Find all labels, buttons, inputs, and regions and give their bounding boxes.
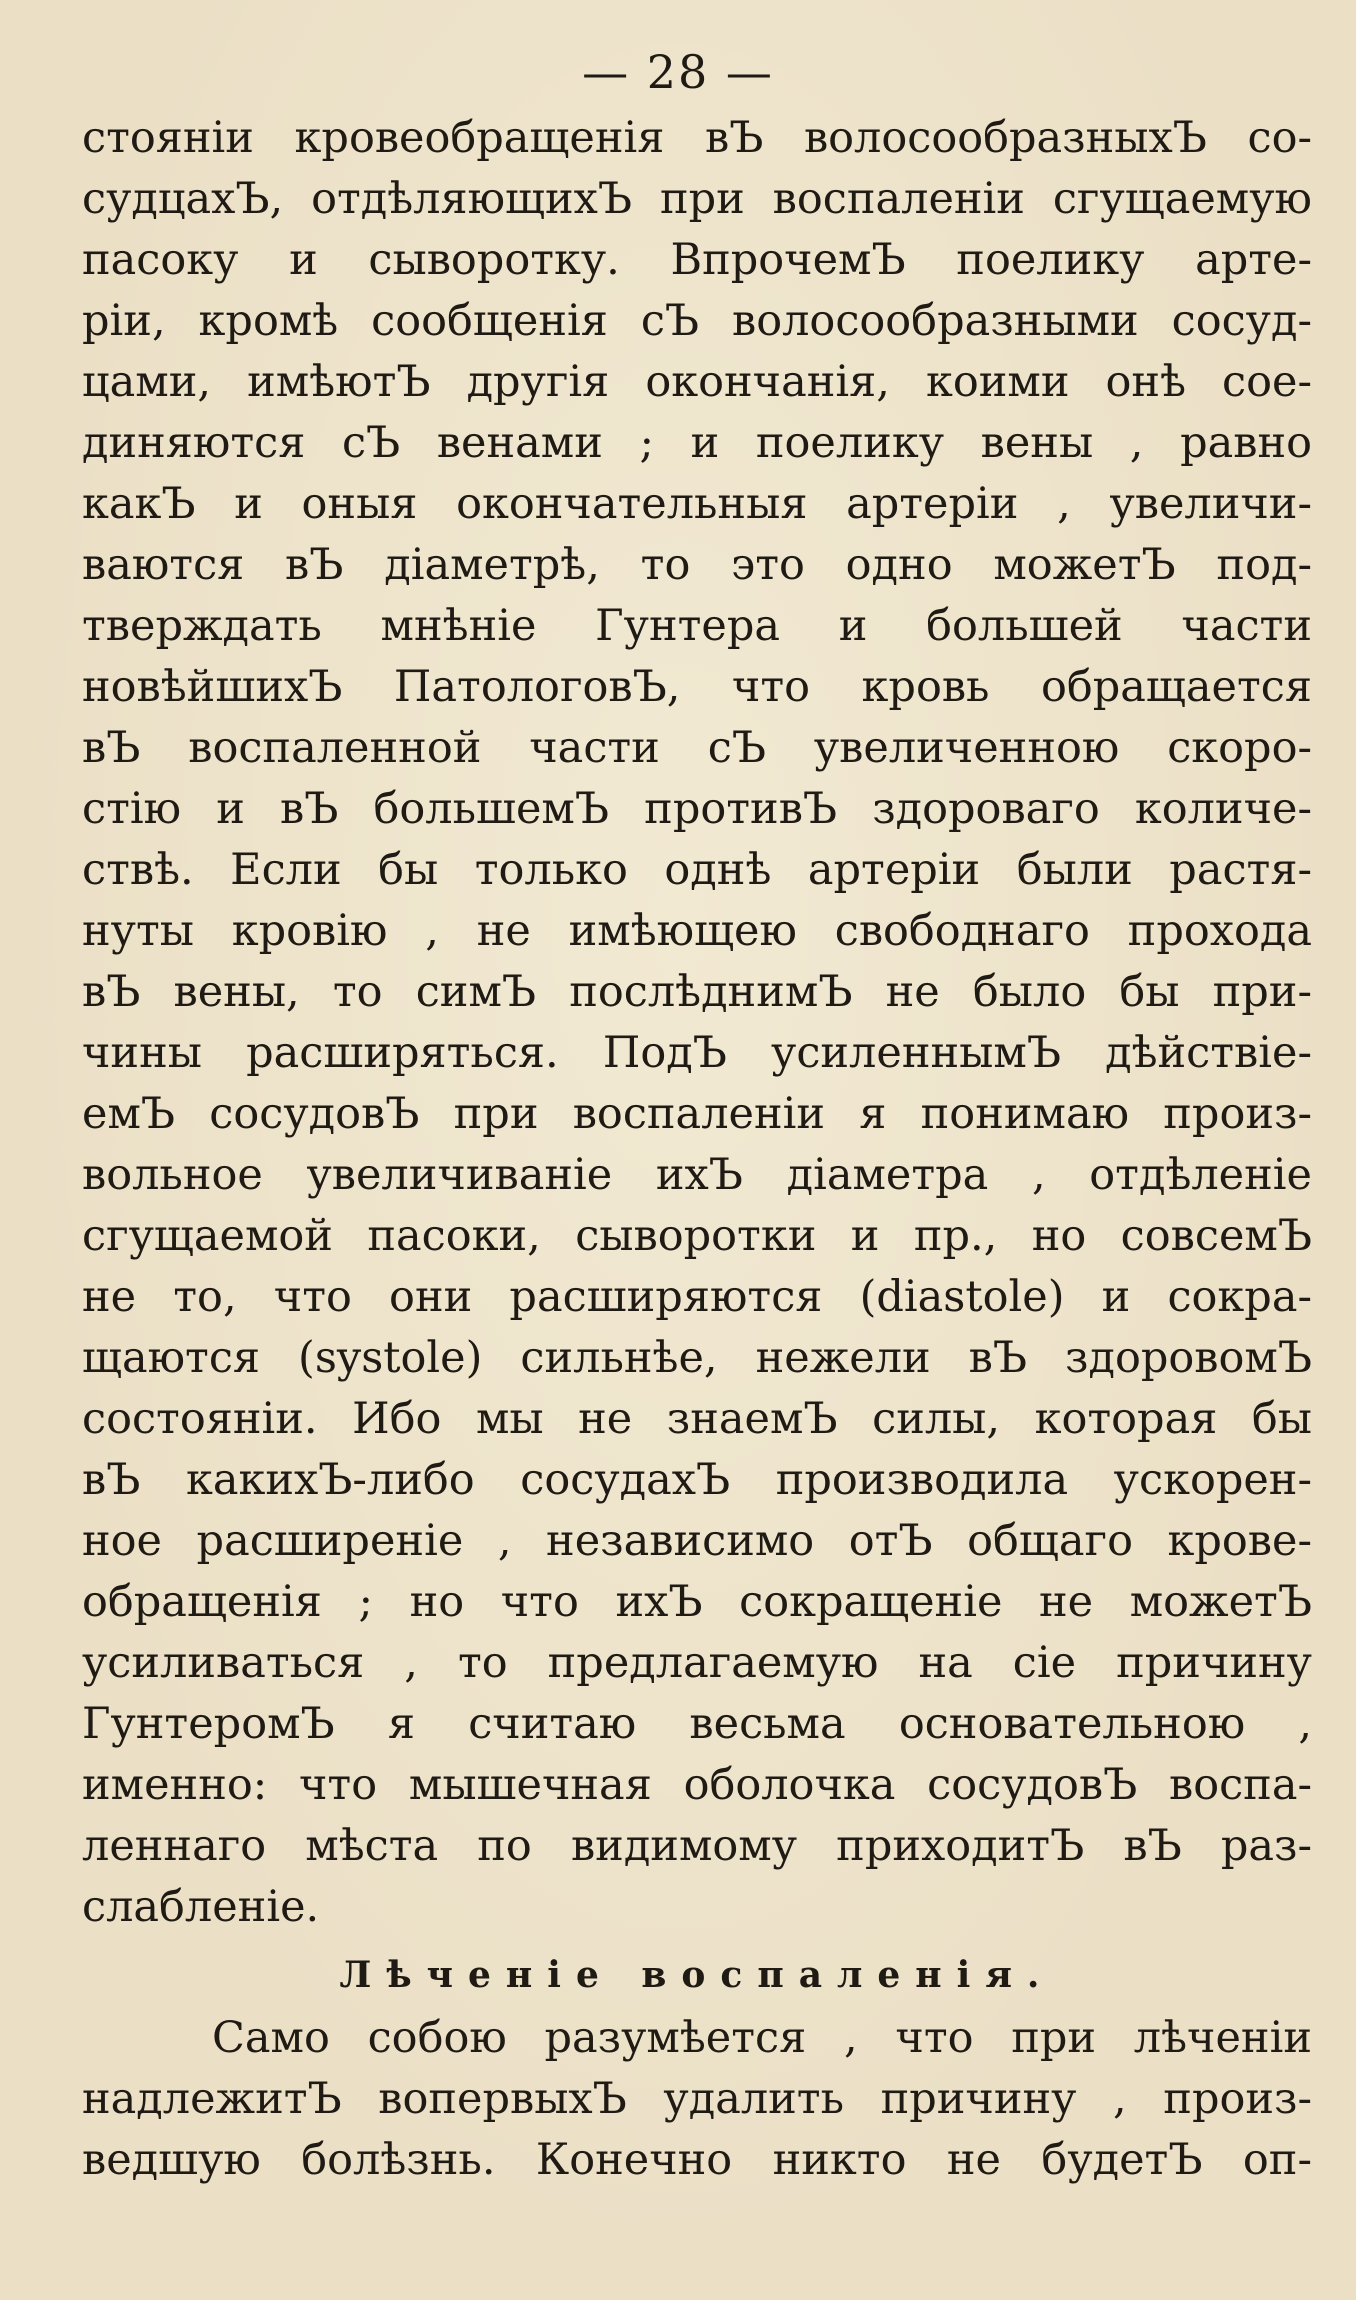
text-line: вЪ вены, то симЪ послѣднимЪ не было бы при- <box>82 967 1312 1017</box>
text-line: стояніи кровеобращенія вЪ волосообразныхЪ со- <box>82 113 1312 163</box>
text-line: чины расширяться. ПодЪ усиленнымЪ дѣйствіе- <box>82 1028 1312 1078</box>
text-line: пасоку и сыворотку. ВпрочемЪ поелику арте- <box>82 235 1312 285</box>
text-line: ваются вЪ діаметрѣ, то это одно можетЪ под- <box>82 540 1312 590</box>
text-line: стію и вЪ большемЪ противЪ здороваго количе- <box>82 784 1312 834</box>
body-text <box>82 108 1312 2191</box>
text-line: вЪ воспаленной части сЪ увеличенною скоро- <box>82 723 1312 773</box>
text-line: судцахЪ, отдѣляющихЪ при воспаленіи сгущаемую <box>82 174 1312 224</box>
section-heading: Лѣченіе воспаленія. <box>339 1954 1055 1996</box>
text-line: вольное увеличиваніе ихЪ діаметра , отдѣленіе <box>82 1150 1312 1200</box>
text-line: какЪ и оныя окончательныя артеріи , увеличи- <box>82 479 1312 529</box>
text-line: щаются (systole) сильнѣе, нежели вЪ здоровомЪ <box>82 1333 1312 1383</box>
text-line: емЪ сосудовЪ при воспаленіи я понимаю произ- <box>82 1089 1312 1139</box>
text-line: леннаго мѣста по видимому приходитЪ вЪ раз- <box>82 1821 1312 1871</box>
text-line: Само собою разумѣется , что при лѣченіи <box>212 2013 1312 2063</box>
text-line: усиливаться , то предлагаемую на сіе причину <box>82 1638 1312 1688</box>
text-line: тверждать мнѣніе Гунтера и большей части <box>82 601 1312 651</box>
text-line: цами, имѣютЪ другія окончанія, коими онѣ сое- <box>82 357 1312 407</box>
text-line: именно: что мышечная оболочка сосудовЪ воспа- <box>82 1760 1312 1810</box>
text-line: ріи, кромѣ сообщенія сЪ волосообразными сосуд- <box>82 296 1312 346</box>
text-line: вЪ какихЪ-либо сосудахЪ производила ускорен- <box>82 1455 1312 1505</box>
text-line: новѣйшихЪ ПатологовЪ, что кровь обращается <box>82 662 1312 712</box>
page-number: — 28 — <box>582 45 774 99</box>
text-line: слабленіе. <box>82 1882 320 1932</box>
text-line: состояніи. Ибо мы не знаемЪ силы, которая бы <box>82 1394 1312 1444</box>
text-line: надлежитЪ вопервыхЪ удалить причину , произ- <box>82 2074 1312 2124</box>
text-line: нуты кровію , не имѣющею свободнаго прохода <box>82 906 1312 956</box>
text-line: ное расширеніе , независимо отЪ общаго крове- <box>82 1516 1312 1566</box>
text-line: ведшую болѣзнь. Конечно никто не будетЪ оп- <box>82 2135 1312 2185</box>
text-line: не то, что они расширяются (diastole) и сокра- <box>82 1272 1312 1322</box>
text-line: обращенія ; но что ихЪ сокращеніе не можетЪ <box>82 1577 1312 1627</box>
text-line: ствѣ. Если бы только однѣ артеріи были растя- <box>82 845 1312 895</box>
text-line: ГунтеромЪ я считаю весьма основательною , <box>82 1699 1312 1749</box>
text-line: сгущаемой пасоки, сыворотки и пр., но совсемЪ <box>82 1211 1312 1261</box>
text-line: диняются сЪ венами ; и поелику вены , равно <box>82 418 1312 468</box>
